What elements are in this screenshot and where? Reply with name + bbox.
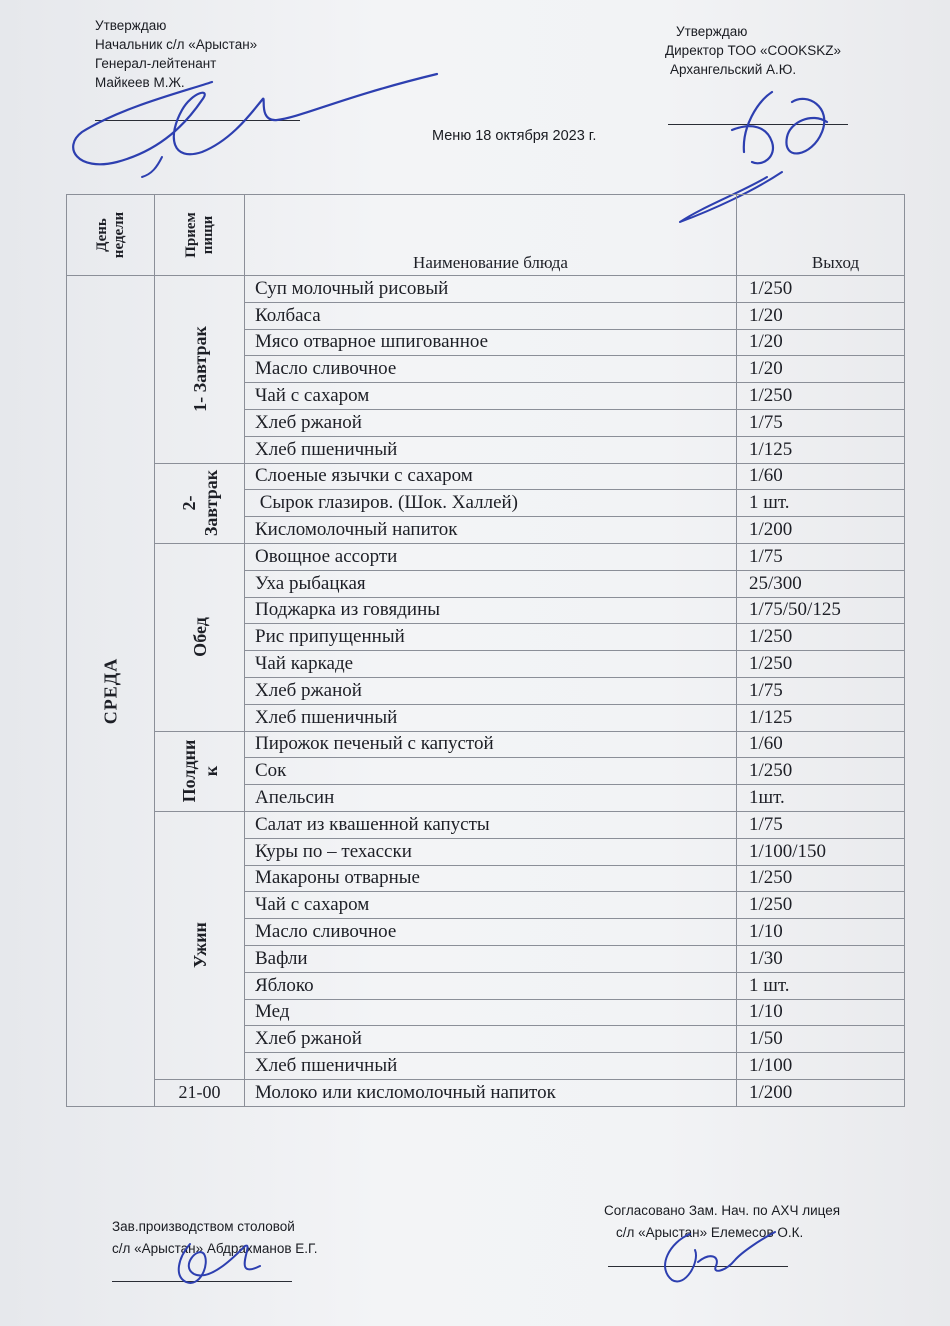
output-cell: 1шт.: [737, 785, 905, 812]
approval-name: Архангельский А.Ю.: [670, 62, 797, 77]
output-cell: 1/10: [737, 999, 905, 1026]
day-of-week-cell: [67, 276, 155, 1107]
dish-name-cell: Яблоко: [245, 972, 737, 999]
approval-block-right: [665, 22, 841, 79]
output-cell: 25/300: [737, 570, 905, 597]
header-day: День недели: [67, 195, 155, 276]
footer-name: с/л «Арыстан» Елемесов О.К.: [616, 1225, 804, 1240]
meal-label: 1- Завтрак: [189, 326, 210, 413]
output-cell: 1/250: [737, 758, 905, 785]
dish-name-cell: Хлеб пшеничный: [245, 1053, 737, 1080]
dish-name-cell: Овощное ассорти: [245, 543, 737, 570]
dish-name-cell: Молоко или кисломолочный напиток: [245, 1079, 737, 1106]
output-cell: 1/250: [737, 865, 905, 892]
menu-title: Меню 18 октября 2023 г.: [432, 128, 597, 144]
output-cell: 1/20: [737, 302, 905, 329]
approval-label: Утверждаю: [676, 24, 748, 39]
approval-position: Начальник с/л «Арыстан»: [95, 37, 258, 52]
dish-name-cell: Масло сливочное: [245, 356, 737, 383]
dish-name-cell: Хлеб ржаной: [245, 409, 737, 436]
meal-cell: [155, 731, 245, 811]
output-cell: 1/75: [737, 409, 905, 436]
meal-label: Ужин: [189, 922, 210, 969]
output-cell: 1/100/150: [737, 838, 905, 865]
approval-rank: Генерал-лейтенант: [95, 56, 217, 71]
table-row: [67, 811, 905, 838]
output-cell: 1/125: [737, 436, 905, 463]
table-row: [67, 463, 905, 490]
output-cell: 1/75/50/125: [737, 597, 905, 624]
dish-name-cell: Мед: [245, 999, 737, 1026]
dish-name-cell: Чай каркаде: [245, 651, 737, 678]
output-cell: 1/125: [737, 704, 905, 731]
table-row: [67, 543, 905, 570]
output-cell: 1/250: [737, 276, 905, 303]
dish-name-cell: Хлеб ржаной: [245, 1026, 737, 1053]
output-cell: 1/50: [737, 1026, 905, 1053]
meal-cell: 21-00: [155, 1079, 245, 1106]
header-dish-name: Наименование блюда: [245, 195, 737, 276]
output-cell: 1 шт.: [737, 972, 905, 999]
meal-label: Полдни к: [178, 739, 221, 803]
output-cell: 1/200: [737, 517, 905, 544]
dish-name-cell: Сок: [245, 758, 737, 785]
signature-left: [62, 62, 442, 182]
dish-name-cell: Чай с сахаром: [245, 383, 737, 410]
header-output: Выход: [737, 195, 905, 276]
dish-name-cell: Хлеб пшеничный: [245, 436, 737, 463]
meal-cell: [155, 463, 245, 543]
meal-cell: [155, 276, 245, 464]
output-cell: 1 шт.: [737, 490, 905, 517]
approval-position: Директор ТОО «COOKSKZ»: [665, 43, 841, 58]
output-cell: 1/75: [737, 543, 905, 570]
dish-name-cell: Масло сливочное: [245, 919, 737, 946]
meal-label: Обед: [189, 617, 210, 658]
output-cell: 1/20: [737, 356, 905, 383]
dish-name-cell: Макароны отварные: [245, 865, 737, 892]
output-cell: 1/30: [737, 945, 905, 972]
dish-name-cell: Чай с сахаром: [245, 892, 737, 919]
output-cell: 1/250: [737, 383, 905, 410]
meal-cell: [155, 811, 245, 1079]
dish-name-cell: Салат из квашенной капусты: [245, 811, 737, 838]
dish-name-cell: Слоеные язычки с сахаром: [245, 463, 737, 490]
footer-position: Согласовано Зам. Нач. по АХЧ лицея: [604, 1203, 841, 1218]
menu-table: [66, 194, 905, 1107]
footer-position: Зав.производством столовой: [112, 1219, 295, 1234]
meal-label: 2- Завтрак: [178, 470, 221, 537]
menu-table-body: [67, 276, 905, 1107]
output-cell: 1/200: [737, 1079, 905, 1106]
dish-name-cell: Уха рыбацкая: [245, 570, 737, 597]
dish-name-cell: Сырок глазиров. (Шок. Халлей): [245, 490, 737, 517]
dish-name-cell: Пирожок печеный с капустой: [245, 731, 737, 758]
dish-name-cell: Вафли: [245, 945, 737, 972]
dish-name-cell: Рис припущенный: [245, 624, 737, 651]
output-cell: 1/60: [737, 731, 905, 758]
dish-name-cell: Поджарка из говядины: [245, 597, 737, 624]
output-cell: 1/250: [737, 624, 905, 651]
dish-name-cell: Куры по – техасски: [245, 838, 737, 865]
signature-footer-right: [650, 1222, 780, 1292]
approval-name: Майкеев М.Ж.: [95, 75, 185, 90]
table-row: [67, 731, 905, 758]
output-cell: 1/75: [737, 811, 905, 838]
output-cell: 1/250: [737, 892, 905, 919]
output-cell: 1/250: [737, 651, 905, 678]
table-row: [67, 276, 905, 303]
table-row: [67, 1079, 905, 1106]
output-cell: 1/20: [737, 329, 905, 356]
dish-name-cell: Хлеб ржаной: [245, 677, 737, 704]
dish-name-cell: Мясо отварное шпигованное: [245, 329, 737, 356]
dish-name-cell: Кисломолочный напиток: [245, 517, 737, 544]
output-cell: 1/60: [737, 463, 905, 490]
dish-name-cell: Колбаса: [245, 302, 737, 329]
output-cell: 1/10: [737, 919, 905, 946]
footer-name: с/л «Арыстан» Абдрахманов Е.Г.: [112, 1241, 318, 1256]
dish-name-cell: Апельсин: [245, 785, 737, 812]
approval-label: Утверждаю: [95, 18, 167, 33]
dish-name-cell: Суп молочный рисовый: [245, 276, 737, 303]
meal-cell: [155, 543, 245, 731]
output-cell: 1/75: [737, 677, 905, 704]
dish-name-cell: Хлеб пшеничный: [245, 704, 737, 731]
output-cell: 1/100: [737, 1053, 905, 1080]
day-of-week-label: СРЕДА: [100, 657, 120, 725]
header-meal: Прием пищи: [155, 195, 245, 276]
signature-footer-left: [160, 1236, 280, 1296]
